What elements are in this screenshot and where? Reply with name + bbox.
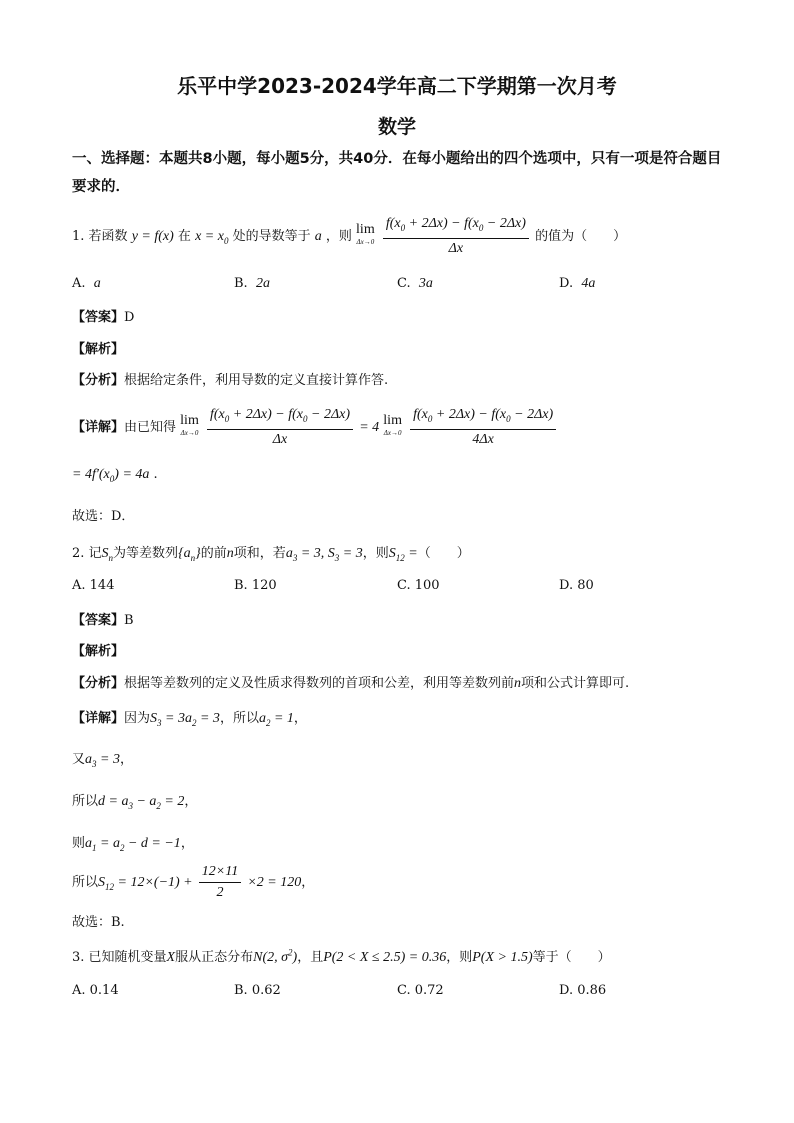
question-2: 2. 记$S_n$为等差数列$\{a_n\}$的前n项和，若$a_3 = 3$, $S_3 = 3$，则$S_{12}$ =（ ） <box>72 546 470 563</box>
q1-detail: 【详解】由已知得 lim Δx→0 $\frac{f(x_0 + 2\Delta x) - f(x_0 - 2\Delta x)}{\Delta x}$ = 4 lim Δx→0 $\frac{f(x_0 + 2\Delta x) - f(x_0 - 2\Delta x)}{4\Delta x}$ <box>72 405 558 450</box>
q2-option-b: B. 120 <box>234 578 277 593</box>
q1-option-a: A. a <box>72 276 101 291</box>
question-1 <box>72 214 626 259</box>
q1-math-a: a <box>314 228 322 244</box>
q1-fenxi: 【分析】根据给定条件，利用导数的定义直接计算作答. <box>72 373 389 388</box>
q1-mid3: ，则 <box>325 228 352 244</box>
q2-option-a: A. 144 <box>72 578 115 593</box>
q1-fraction: $\frac{f(x_0 + 2\Delta x) - f(x_0 - 2\Delta x)}{\Delta x}$ <box>383 214 529 259</box>
q2-detail: 【详解】因为$S_3 = 3a_2 = 3$，所以$a_2 = 1$， <box>72 711 307 728</box>
q1-option-c: C. 3a <box>397 276 433 291</box>
exam-title: 乐平中学2023-2024学年高二下学期第一次月考 <box>177 74 617 98</box>
q1-prefix: 1. 若函数 <box>72 228 128 244</box>
question-3: 3. 已知随机变量X服从正态分布N(2, $\sigma^2$)，且P(2 < X ≤ 2.5) = 0.36，则P(X > 1.5)等于（ ） <box>72 947 611 965</box>
section-heading: 一、选择题：本题共8小题，每小题5分，共40分．在每小题给出的四个选项中，只有一项是符合题目要求的． <box>72 151 722 195</box>
limit-symbol: lim Δx→0 <box>356 222 375 247</box>
q2-answer: 【答案】B <box>72 613 134 628</box>
q1-option-b: B. 2a <box>234 276 270 291</box>
q1-detail-result: = $4f'(x_0) = 4a$ . <box>72 467 158 484</box>
q2-conclusion: 故选：B. <box>72 915 125 930</box>
q1-answer: 【答案】D <box>72 310 135 325</box>
q1-mid1: 在 <box>177 228 191 244</box>
q2-fenxi: 【分析】根据等差数列的定义及性质求得数列的首项和公差，利用等差数列前n项和公式计算即可. <box>72 676 630 691</box>
q1-math-point: $x = x_0$ <box>195 228 229 246</box>
q2-option-d: D. 80 <box>559 578 594 593</box>
q3-option-b: B. 0.62 <box>234 983 281 998</box>
q1-option-d: D. 4a <box>559 276 596 291</box>
q3-option-c: C. 0.72 <box>397 983 444 998</box>
q2-step-4: 则$a_1 = a_2 - d = -1$， <box>72 836 194 853</box>
q1-math-func: y = f(x) <box>131 228 174 244</box>
q1-mid2: 处的导数等于 <box>232 228 311 244</box>
q3-option-d: D. 0.86 <box>559 983 607 998</box>
q1-analysis-heading: 【解析】 <box>72 342 125 357</box>
q1-suffix: 的值为（ ） <box>535 228 627 244</box>
q2-option-c: C. 100 <box>397 578 440 593</box>
q1-conclusion: 故选：D． <box>72 509 135 524</box>
q2-analysis-heading: 【解析】 <box>72 644 125 659</box>
q2-step-2: 又$a_3 = 3$， <box>72 752 133 769</box>
subject-title: 数学 <box>377 116 416 138</box>
q3-option-a: A. 0.14 <box>72 983 119 998</box>
q2-step-3: 所以$d = a_3 - a_2 = 2$， <box>72 794 198 811</box>
q2-step-5: 所以$S_{12} = 12\times(-1)$ + $\frac{12\times 11}{2}$ ×2 = 120， <box>72 864 315 900</box>
